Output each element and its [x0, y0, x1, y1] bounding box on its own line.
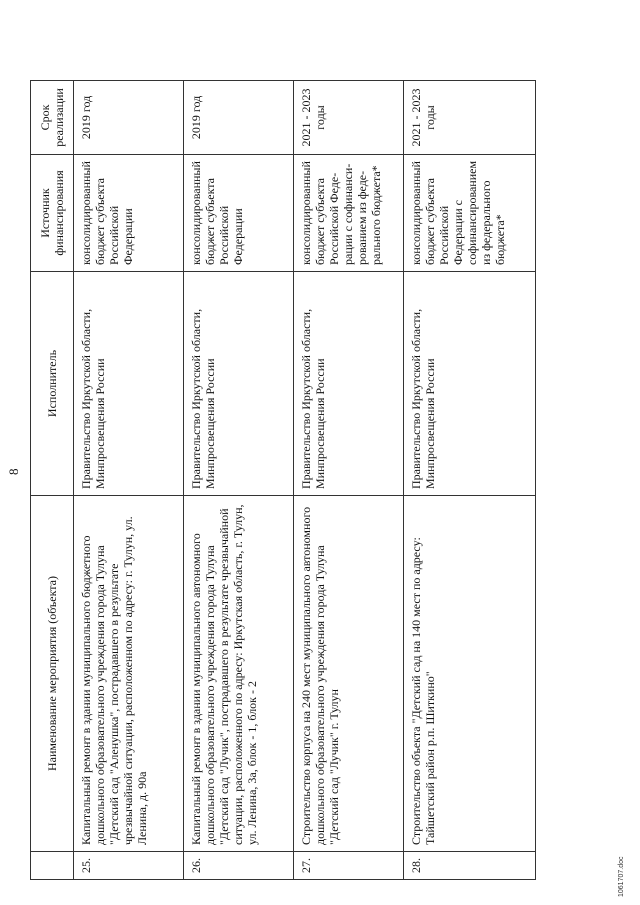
- row-executor: Правительство Иркутской области, Минпросвещения России: [404, 272, 536, 496]
- row-executor: Правительство Иркутской области, Минпросвещения России: [294, 272, 404, 496]
- measures-table: [30, 80, 536, 880]
- document-code: 1061707.doc: [618, 856, 625, 897]
- page-number: 8: [6, 468, 21, 475]
- row-source: консолидированный бюджет субъекта Российской Федерации: [74, 154, 184, 271]
- row-name: Строительство объекта "Детский сад на 140 мест по адресу: Тайшетский район р.п. Шиткино": [404, 496, 536, 852]
- row-source: консолидированный бюджет субъекта Российской Федерации: [184, 154, 294, 271]
- table-row: [184, 80, 294, 879]
- row-name: Строительство корпуса на 240 мест муниципального автономного дошкольного образовательного учреждения города Тулуна "Детский сад "Лучик" г. Тулун: [294, 496, 404, 852]
- row-number: 27.: [294, 852, 404, 880]
- row-executor: Правительство Иркутской области, Минпросвещения России: [74, 272, 184, 496]
- row-source: консолидированный бюджет субъекта Российской Феде-рации с софинанси-рованием из феде-рального бюджета*: [294, 154, 404, 271]
- row-term: 2021 - 2023 годы: [404, 80, 536, 154]
- table-row: [404, 80, 536, 879]
- row-term: 2019 год: [184, 80, 294, 154]
- row-number: 25.: [74, 852, 184, 880]
- row-source: консолидированный бюджет субъекта Российской Федерации с софинансированием из федерального бюджета*: [404, 154, 536, 271]
- table-row: [74, 80, 184, 879]
- row-name: Капитальный ремонт в здании муниципального автономного дошкольного образовательного учреждения города Тулуна "Детский сад "Лучик", пострадавшего в результате чрезвычайной ситуации, расположенного по адресу: Иркутская область, г. Тулун, ул. Ленина, 3а, блок - 1, блок - 2: [184, 496, 294, 852]
- header-executor: Исполнитель: [31, 272, 74, 496]
- header-number: [31, 852, 74, 880]
- header-name: Наименование мероприятия (объекта): [31, 496, 74, 852]
- row-number: 26.: [184, 852, 294, 880]
- header-term: Срок реализации: [31, 80, 74, 154]
- table-row: [294, 80, 404, 879]
- row-term: 2019 год: [74, 80, 184, 154]
- row-executor: Правительство Иркутской области, Минпросвещения России: [184, 272, 294, 496]
- row-term: 2021 - 2023 годы: [294, 80, 404, 154]
- table-header: [31, 80, 74, 879]
- row-number: 28.: [404, 852, 536, 880]
- row-name: Капитальный ремонт в здании муниципального бюджетного дошкольного образовательного учреждения города Тулуна "Детский сад "Аленушка", пострадавшего в результате чрезвычайной ситуации, расположенном по адресу: г. Тулун, ул. Ленина, д. 90а: [74, 496, 184, 852]
- header-source: Источник финансирования: [31, 154, 74, 271]
